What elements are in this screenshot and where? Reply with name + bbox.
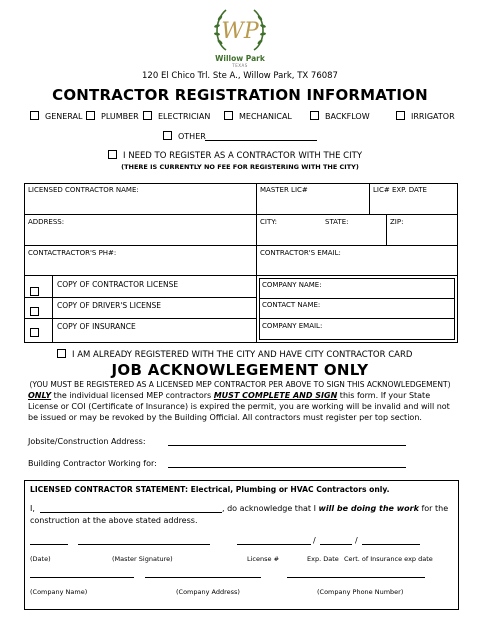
- jobsite-line[interactable]: [168, 445, 406, 446]
- statement-i: I,: [30, 504, 35, 513]
- para-part1: the individual licensed MEP contractors: [51, 391, 214, 400]
- logo-name: Willow Park: [215, 54, 265, 63]
- logo-subtitle: TEXAS: [232, 63, 248, 68]
- trade-other-label: OTHER: [178, 132, 206, 141]
- city-address: 120 El Chico Trl. Ste A., Willow Park, TX 76087: [142, 71, 338, 81]
- phone-label: CONTACTRACTOR'S PH#:: [28, 249, 117, 257]
- checkbox-copy-insurance[interactable]: [30, 328, 39, 337]
- state-label: STATE:: [325, 218, 349, 226]
- job-paragraph: [28, 390, 458, 423]
- contractor-name-line[interactable]: [40, 512, 222, 513]
- company-name-label: COMPANY NAME:: [262, 281, 322, 289]
- exp-date-caption: Exp. Date: [307, 555, 339, 563]
- checkbox[interactable]: [224, 111, 233, 120]
- ack-text: , do acknowledge that I: [222, 504, 319, 513]
- date-caption: (Date): [30, 555, 51, 563]
- cert-caption: Cert. of Insurance exp date: [344, 555, 433, 563]
- trade-electrician[interactable]: [143, 111, 210, 121]
- company-address-caption: (Company Address): [176, 588, 240, 596]
- trade-mechanical[interactable]: [224, 111, 292, 121]
- checkbox[interactable]: [57, 349, 66, 358]
- master-signature-line[interactable]: [78, 544, 210, 545]
- statement-heading: LICENSED CONTRACTOR STATEMENT: Electrical, Plumbing or HVAC Contractors only.: [30, 485, 390, 494]
- exp-date-line[interactable]: [320, 544, 352, 545]
- for-text: for the: [418, 504, 449, 513]
- trade-backflow-label: BACKFLOW: [325, 112, 370, 121]
- master-signature-caption: (Master Signature): [112, 555, 173, 563]
- contact-name-label: CONTACT NAME:: [262, 301, 321, 309]
- license-line[interactable]: [237, 544, 311, 545]
- master-lic-label: MASTER LIC#: [260, 186, 308, 194]
- job-note: (YOU MUST BE REGISTERED AS A LICENSED MEP CONTRACTOR PER ABOVE TO SIGN THIS ACKNOWLEDGEMENT): [29, 380, 451, 389]
- copy-drivers-label: COPY OF DRIVER'S LICENSE: [57, 301, 162, 310]
- must-emphasis: MUST COMPLETE AND SIGN: [213, 391, 338, 400]
- only-emphasis: ONLY: [28, 391, 52, 400]
- trade-irrigator[interactable]: [396, 111, 455, 121]
- company-name-line[interactable]: [30, 577, 134, 578]
- logo-initials: WP: [221, 19, 259, 44]
- checkbox[interactable]: [108, 150, 117, 159]
- company-address-line[interactable]: [145, 577, 261, 578]
- company-email-label: COMPANY EMAIL:: [262, 322, 323, 330]
- cert-exp-line[interactable]: [362, 544, 420, 545]
- city-label: CITY:: [260, 218, 277, 226]
- zip-label: ZIP:: [390, 218, 404, 226]
- page-title: CONTRACTOR REGISTRATION INFORMATION: [52, 86, 428, 104]
- date-line[interactable]: [30, 544, 68, 545]
- address-label: ADDRESS:: [28, 218, 65, 226]
- copy-license-label: COPY OF CONTRACTOR LICENSE: [57, 280, 179, 289]
- trade-electrician-label: ELECTRICIAN: [158, 112, 211, 121]
- copy-insurance-label: COPY OF INSURANCE: [57, 322, 136, 331]
- checkbox[interactable]: [30, 111, 39, 120]
- building-label: Building Contractor Working for:: [28, 459, 157, 468]
- checkbox-copy-drivers[interactable]: [30, 307, 39, 316]
- trade-general-label: GENERAL: [45, 112, 83, 121]
- checkbox-copy-license[interactable]: [30, 287, 39, 296]
- checkbox[interactable]: [396, 111, 405, 120]
- register-label: I NEED TO REGISTER AS A CONTRACTOR WITH THE CITY: [123, 151, 363, 161]
- trade-backflow[interactable]: [310, 111, 370, 121]
- license-caption: License #: [247, 555, 280, 563]
- checkbox[interactable]: [310, 111, 319, 120]
- other-line[interactable]: [205, 140, 317, 141]
- checkbox[interactable]: [143, 111, 152, 120]
- register-note: (THERE IS CURRENTLY NO FEE FOR REGISTERING WITH THE CITY): [121, 163, 359, 171]
- trade-irrigator-label: IRRIGATOR: [411, 112, 455, 121]
- checkbox[interactable]: [163, 131, 172, 140]
- para-part2: this form. If your State License or COI (Certificate of Insurance) is expired the permit, you are working will be invalid and will not be issued or may be revoked by the Building Official. All contractors must register per top section.: [28, 391, 450, 422]
- company-phone-caption: (Company Phone Number): [317, 588, 404, 596]
- company-phone-line[interactable]: [287, 577, 425, 578]
- register-option[interactable]: [108, 150, 362, 161]
- job-title: JOB ACKNOWLEGEMENT ONLY: [111, 361, 369, 379]
- already-registered-option[interactable]: [57, 349, 412, 360]
- trade-general[interactable]: [30, 111, 82, 121]
- trade-other[interactable]: [163, 131, 206, 141]
- trade-mechanical-label: MECHANICAL: [239, 112, 292, 121]
- email-label: CONTRACTOR'S EMAIL:: [260, 249, 341, 257]
- trade-plumber[interactable]: [86, 111, 139, 121]
- checkbox[interactable]: [86, 111, 95, 120]
- already-registered-label: I AM ALREADY REGISTERED WITH THE CITY AND HAVE CITY CONTRACTOR CARD: [72, 350, 413, 360]
- trade-plumber-label: PLUMBER: [101, 112, 139, 121]
- jobsite-label: Jobsite/Construction Address:: [28, 437, 146, 446]
- lic-exp-label: LIC# EXP. DATE: [373, 186, 427, 194]
- statement-construction: construction at the above stated address.: [30, 516, 198, 525]
- statement-text: [222, 504, 448, 513]
- licensed-name-label: LICENSED CONTRACTOR NAME:: [28, 186, 139, 194]
- will-emphasis: will be doing the work: [318, 504, 419, 513]
- building-line[interactable]: [168, 467, 406, 468]
- company-name-caption: (Company Name): [30, 588, 88, 596]
